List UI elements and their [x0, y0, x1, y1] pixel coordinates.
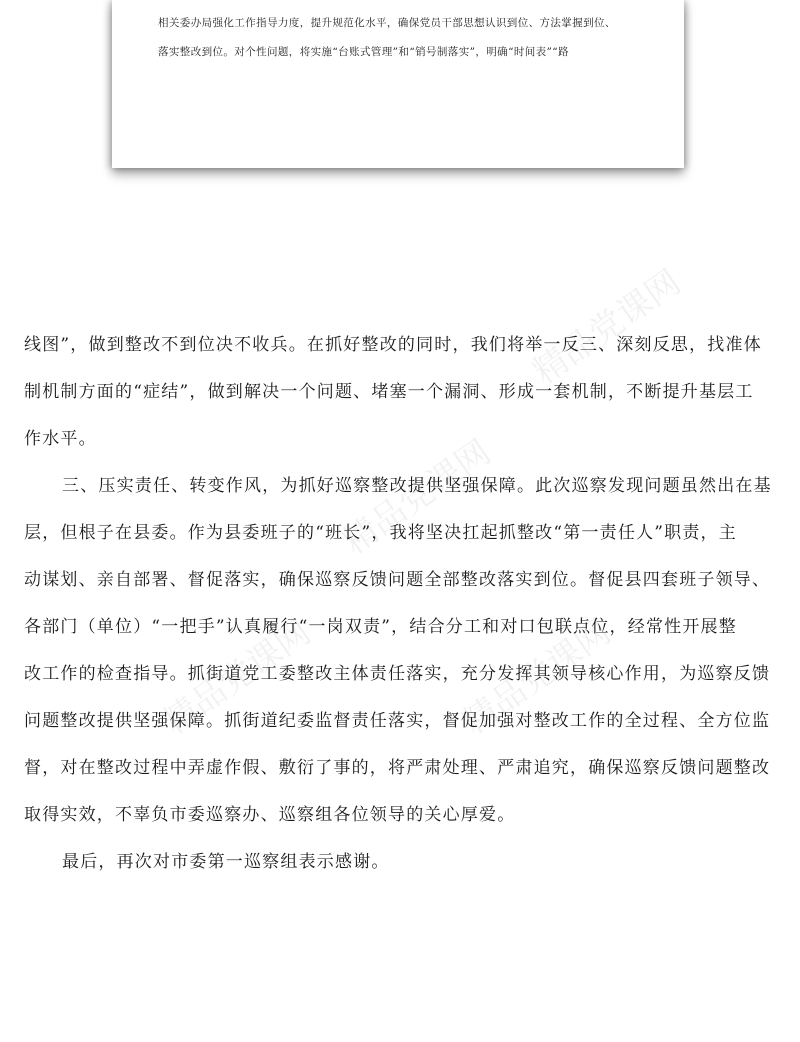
watermark: 精品党课网 — [335, 432, 499, 563]
body-line: 制机制方面的“症结”，做到解决一个问题、堵塞一个漏洞、形成一套机制，不断提升基层工 — [24, 382, 754, 402]
watermark: 精品党课网 — [155, 612, 319, 743]
document-body — [24, 322, 776, 886]
card-text-line: 相关委办局强化工作指导力度，提升规范化水平，确保党员干部思想认识到位、方法掌握到位、 — [158, 17, 616, 29]
body-line: 各部门（单位）“一把手”认真履行“一岗双责”，结合分工和对口包联点位，经常性开展整 — [24, 617, 737, 637]
body-line: 动谋划、亲自部署、督促落实，确保巡察反馈问题全部整改落实到位。督促县四套班子领导、 — [24, 570, 771, 590]
body-line: 取得实效，不辜负市委巡察办、巡察组各位领导的关心厚爱。 — [24, 805, 516, 825]
card-text-line: 落实整改到位。对个性问题，将实施“台账式管理”和“销号制落实”，明确“时间表”“路 — [158, 46, 569, 58]
body-line: 作水平。 — [24, 429, 97, 449]
body-line: 层，但根子在县委。作为县委班子的“班长”，我将坚决扛起抓整改“第一责任人”职责，主 — [24, 523, 737, 543]
previous-page-card — [112, 0, 684, 168]
previous-page-text — [158, 9, 648, 67]
body-line: 线图”，做到整改不到位决不收兵。在抓好整改的同时，我们将举一反三、深刻反思，找准体 — [24, 335, 762, 355]
closing-paragraph: 最后，再次对市委第一巡察组表示感谢。 — [62, 852, 390, 872]
watermark: 精品党课网 — [525, 262, 689, 393]
body-line: 问题整改提供坚强保障。抓街道纪委监督责任落实，督促加强对整改工作的全过程、全方位监 — [24, 711, 771, 731]
body-line: 改工作的检查指导。抓街道党工委整改主体责任落实，充分发挥其领导核心作用，为巡察反馈 — [24, 664, 771, 684]
body-line: 督，对在整改过程中弄虚作假、敷衍了事的，将严肃处理、严肃追究，确保巡察反馈问题整改 — [24, 758, 771, 778]
watermark: 精品党课网 — [455, 612, 619, 743]
section-heading-paragraph: 三、压实责任、转变作风，为抓好巡察整改提供坚强保障。此次巡察发现问题虽然出在基 — [62, 476, 772, 496]
